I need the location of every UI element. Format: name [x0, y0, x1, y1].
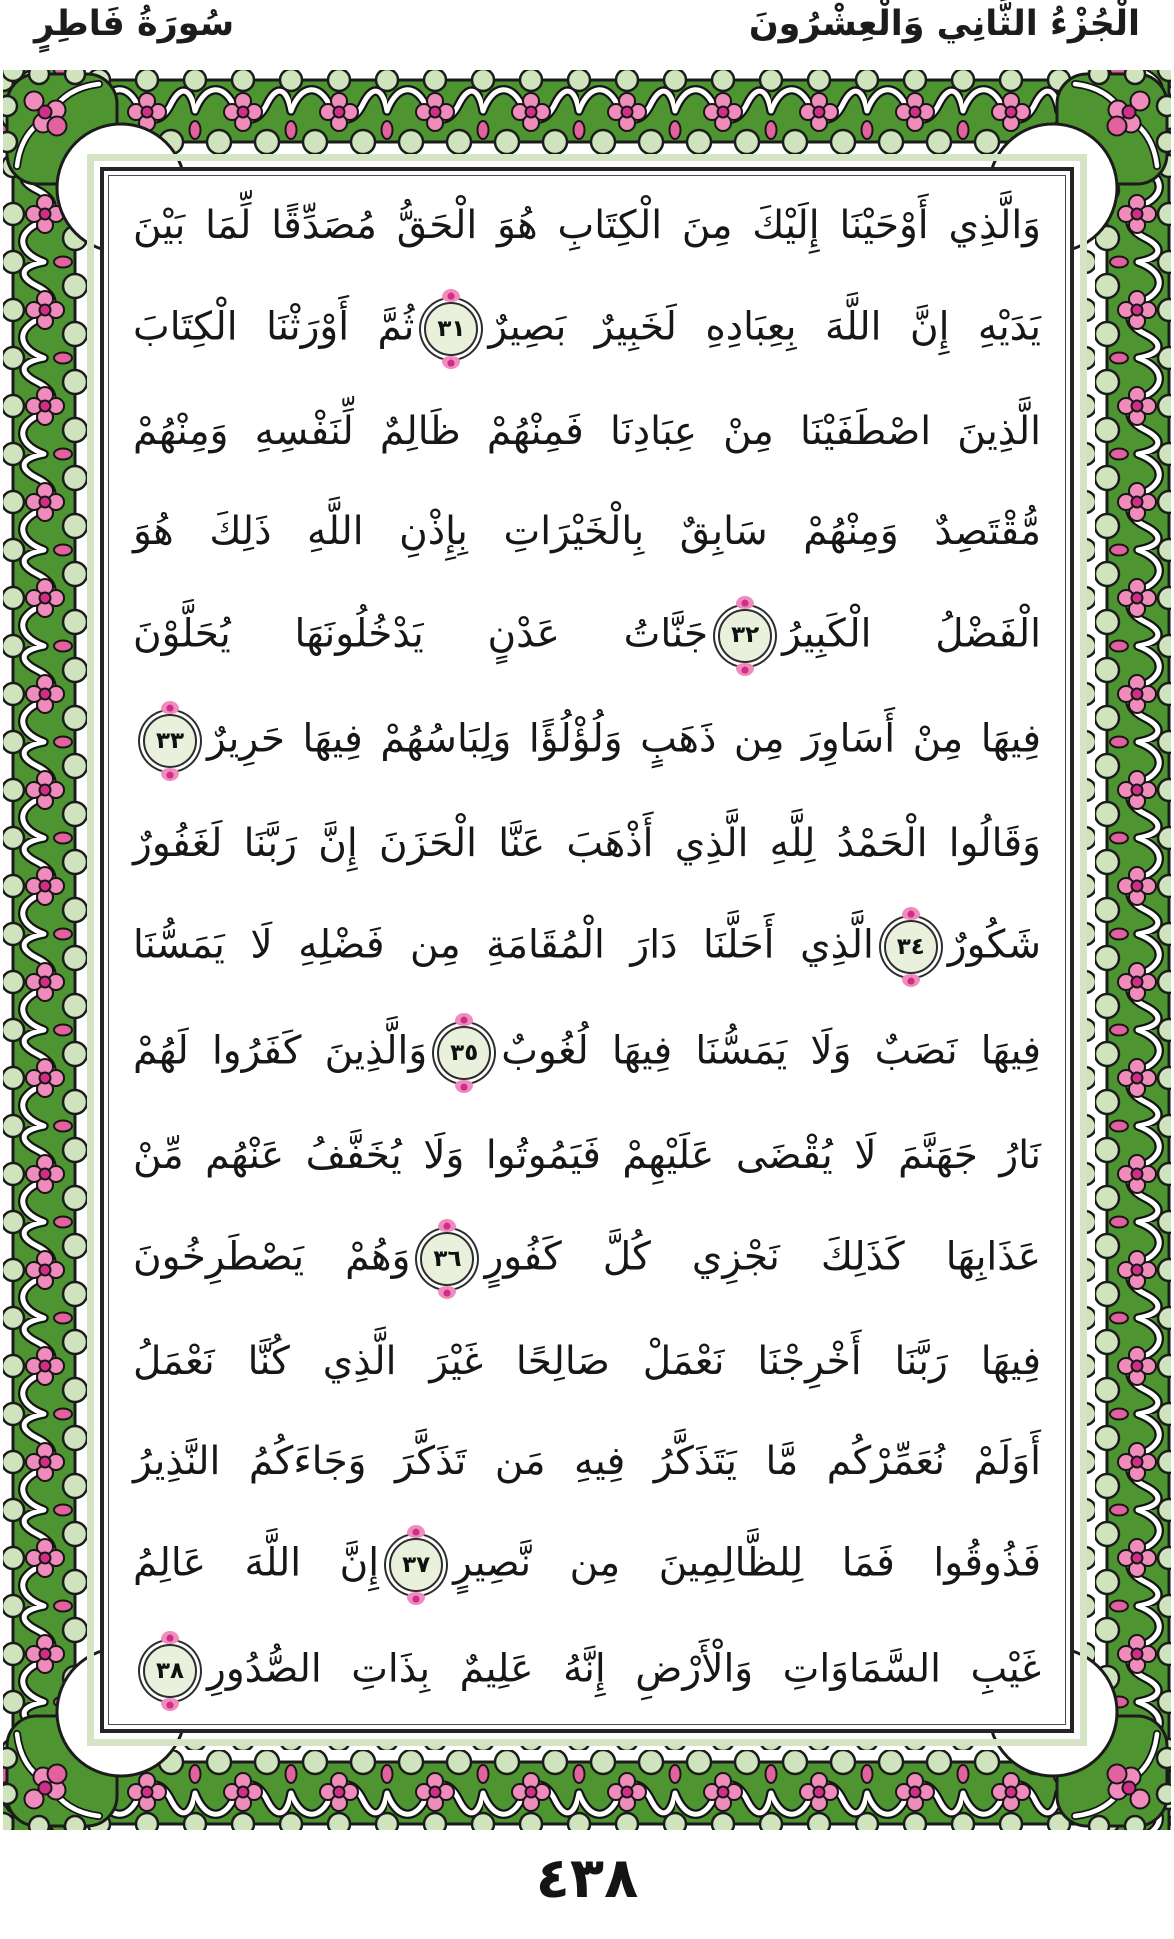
ayah-text: إِنَّ اللَّهَ عَالِمُ [133, 1540, 380, 1586]
ayah-end-marker-icon [424, 302, 478, 356]
ayah-text: الْفَضْلُ الْكَبِيرُ [782, 611, 1041, 657]
ayah-number: ٣٥ [450, 1039, 479, 1066]
ayah-text: وَالَّذِينَ كَفَرُوا لَهُمْ [133, 1028, 428, 1074]
ayah-number: ٣٣ [155, 727, 185, 754]
ayah-text: مُّقْتَصِدٌ وَمِنْهُمْ سَابِقٌ بِالْخَيْرَاتِ بِإِذْنِ اللَّهِ ذَلِكَ هُوَ [133, 509, 1041, 555]
ayah-number: ٣٤ [896, 933, 925, 960]
ayah-end-marker-icon [143, 714, 197, 768]
quran-line [133, 1438, 1041, 1487]
ayah-text: أَوَلَمْ نُعَمِّرْكُم مَّا يَتَذَكَّرُ فِيهِ مَن تَذَكَّرَ وَجَاءَكُمُ النَّذِيرُ [133, 1439, 1041, 1484]
ayah-text: شَكُورٌ [947, 922, 1041, 968]
quran-lines [133, 202, 1041, 1698]
ayah-text: فِيهَا رَبَّنَا أَخْرِجْنَا نَعْمَلْ صَالِحًا غَيْرَ الَّذِي كُنَّا نَعْمَلُ [133, 1338, 1041, 1384]
quran-line [133, 1132, 1041, 1181]
ayah-text: ثُمَّ أَوْرَثْنَا الْكِتَابَ [133, 304, 415, 350]
ayah-end-marker-icon [718, 609, 772, 663]
ayah-end-marker-icon [389, 1538, 443, 1592]
quran-line [133, 302, 1041, 356]
ayah-text: الَّذِينَ اصْطَفَيْنَا مِنْ عِبَادِنَا فَمِنْهُمْ ظَالِمٌ لِّنَفْسِهِ وَمِنْهُمْ [133, 409, 1041, 454]
quran-line [133, 508, 1041, 557]
quran-line [133, 1026, 1041, 1080]
ayah-text: وَهُمْ يَصْطَرِخُونَ [133, 1234, 411, 1280]
ayah-text: عَذَابِهَا كَذَلِكَ نَجْزِي كُلَّ كَفُورٍ [484, 1234, 1041, 1280]
ayah-number: ٣٦ [433, 1245, 462, 1272]
ayah-number: ٣٢ [731, 622, 760, 649]
ayah-text: جَنَّاتُ عَدْنٍ يَدْخُلُونَهَا يُحَلَّوْنَ [133, 611, 709, 657]
ayah-number: ٣٧ [402, 1551, 431, 1578]
ornamental-frame [3, 70, 1171, 1830]
quran-line [133, 609, 1041, 663]
ayah-text: غَيْبِ السَّمَاوَاتِ وَالْأَرْضِ إِنَّهُ عَلِيمٌ بِذَاتِ الصُّدُورِ [207, 1646, 1041, 1692]
ayah-text: فِيهَا مِنْ أَسَاوِرَ مِن ذَهَبٍ وَلُؤْلُؤًا وَلِبَاسُهُمْ فِيهَا حَرِيرٌ [207, 716, 1041, 762]
ayah-text: يَدَيْهِ إِنَّ اللَّهَ بِعِبَادِهِ لَخَبِيرٌ بَصِيرٌ [488, 304, 1041, 350]
quran-line [133, 1232, 1041, 1286]
quran-line [133, 920, 1041, 974]
text-frame [100, 167, 1074, 1733]
ayah-text: فَذُوقُوا فَمَا لِلظَّالِمِينَ مِن نَّصِيرٍ [453, 1540, 1041, 1586]
ayah-text: وَقَالُوا الْحَمْدُ لِلَّهِ الَّذِي أَذْهَبَ عَنَّا الْحَزَنَ إِنَّ رَبَّنَا لَغَفُورٌ [133, 821, 1041, 866]
quran-line [133, 820, 1041, 869]
text-frame-inner-line [108, 175, 1066, 1725]
ayah-end-marker-icon [420, 1232, 474, 1286]
quran-line [133, 202, 1041, 251]
quran-line [133, 1538, 1041, 1592]
quran-line [133, 1644, 1041, 1698]
quran-line [133, 408, 1041, 457]
ayah-end-marker-icon [884, 920, 938, 974]
page-number: ٤٣٨ [535, 1846, 639, 1911]
quran-line [133, 714, 1041, 768]
juz-title: الْجُزْءُ الثَّانِي وَالْعِشْرُونَ [748, 4, 1140, 44]
ayah-end-marker-icon [437, 1026, 491, 1080]
ayah-end-marker-icon [143, 1644, 197, 1698]
ayah-number: ٣٨ [155, 1657, 185, 1684]
ayah-text: نَارُ جَهَنَّمَ لَا يُقْضَى عَلَيْهِمْ فَيَمُوتُوا وَلَا يُخَفَّفُ عَنْهُم مِّنْ [133, 1132, 1041, 1178]
ayah-text: فِيهَا نَصَبٌ وَلَا يَمَسُّنَا فِيهَا لُغُوبٌ [501, 1028, 1041, 1074]
ayah-text: وَالَّذِي أَوْحَيْنَا إِلَيْكَ مِنَ الْكِتَابِ هُوَ الْحَقُّ مُصَدِّقًا لِّمَا بَيْنَ [133, 203, 1041, 248]
ayah-number: ٣١ [437, 315, 466, 342]
ayah-text: الَّذِي أَحَلَّنَا دَارَ الْمُقَامَةِ مِن فَضْلِهِ لَا يَمَسُّنَا [133, 922, 874, 968]
quran-line [133, 1338, 1041, 1387]
surah-title: سُورَةُ فَاطِرٍ [34, 4, 235, 44]
